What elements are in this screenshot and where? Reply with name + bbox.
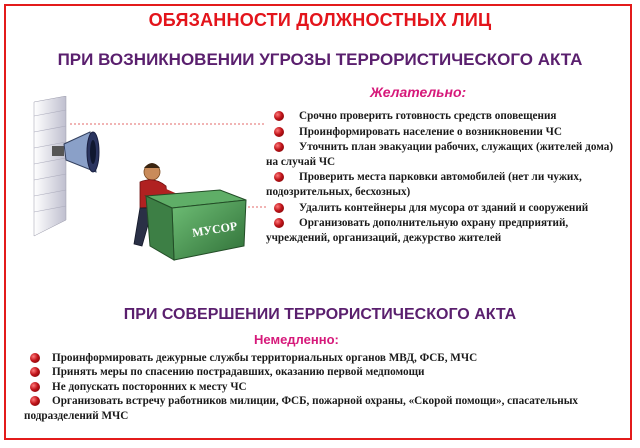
section-title-act: ПРИ СОВЕРШЕНИИ ТЕРРОРИСТИЧЕСКОГО АКТА <box>123 306 517 323</box>
garbage-container-icon <box>146 190 246 260</box>
wall-icon <box>34 96 66 236</box>
page-title: ОБЯЗАННОСТИ ДОЛЖНОСТНЫХ ЛИЦ <box>148 10 492 30</box>
bullet-icon <box>274 218 284 228</box>
threat-subtitle: Желательно: <box>370 84 467 100</box>
bullet-icon <box>274 203 284 213</box>
bullet-icon <box>30 382 40 392</box>
act-subtitle: Немедленно: <box>254 332 339 347</box>
list-item: Не допускать посторонних к месту ЧС <box>24 380 614 394</box>
list-item: Проинформировать дежурные службы территориальных органов МВД, ФСБ, МЧС <box>24 351 614 365</box>
threat-list <box>266 109 626 246</box>
illustration <box>30 96 270 276</box>
list-item: Срочно проверить готовность средств оповещения <box>266 109 626 124</box>
section-title-threat: ПРИ ВОЗНИКНОВЕНИИ УГРОЗЫ ТЕРРОРИСТИЧЕСКОГО АКТА <box>57 50 583 69</box>
bullet-icon <box>30 353 40 363</box>
container-label: МУСОР <box>191 218 239 240</box>
act-list <box>24 351 614 423</box>
bullet-icon <box>30 367 40 377</box>
list-item: Уточнить план эвакуации рабочих, служащих (жителей дома) на случай ЧС <box>266 141 614 168</box>
bullet-icon <box>274 111 284 121</box>
list-item: Удалить контейнеры для мусора от зданий и сооружений <box>266 201 626 216</box>
list-item: Организовать дополнительную охрану предприятий, учреждений, организаций, дежурство жителей <box>266 217 569 244</box>
bullet-icon <box>274 127 284 137</box>
bullet-icon <box>274 172 284 182</box>
illustration-svg <box>30 96 270 276</box>
list-item: Проверить места парковки автомобилей (нет ли чужих, подозрительных, бесхозных) <box>266 171 582 198</box>
bullet-icon <box>274 142 284 152</box>
list-item: Проинформировать население о возникновении ЧС <box>266 125 626 140</box>
bullet-icon <box>30 396 40 406</box>
list-item: Принять меры по спасению пострадавших, оказанию первой медпомощи <box>24 365 614 379</box>
list-item: Организовать встречу работников милиции, ФСБ, пожарной охраны, «Скорой помощи», спасательных подразделений МЧС <box>24 395 579 422</box>
